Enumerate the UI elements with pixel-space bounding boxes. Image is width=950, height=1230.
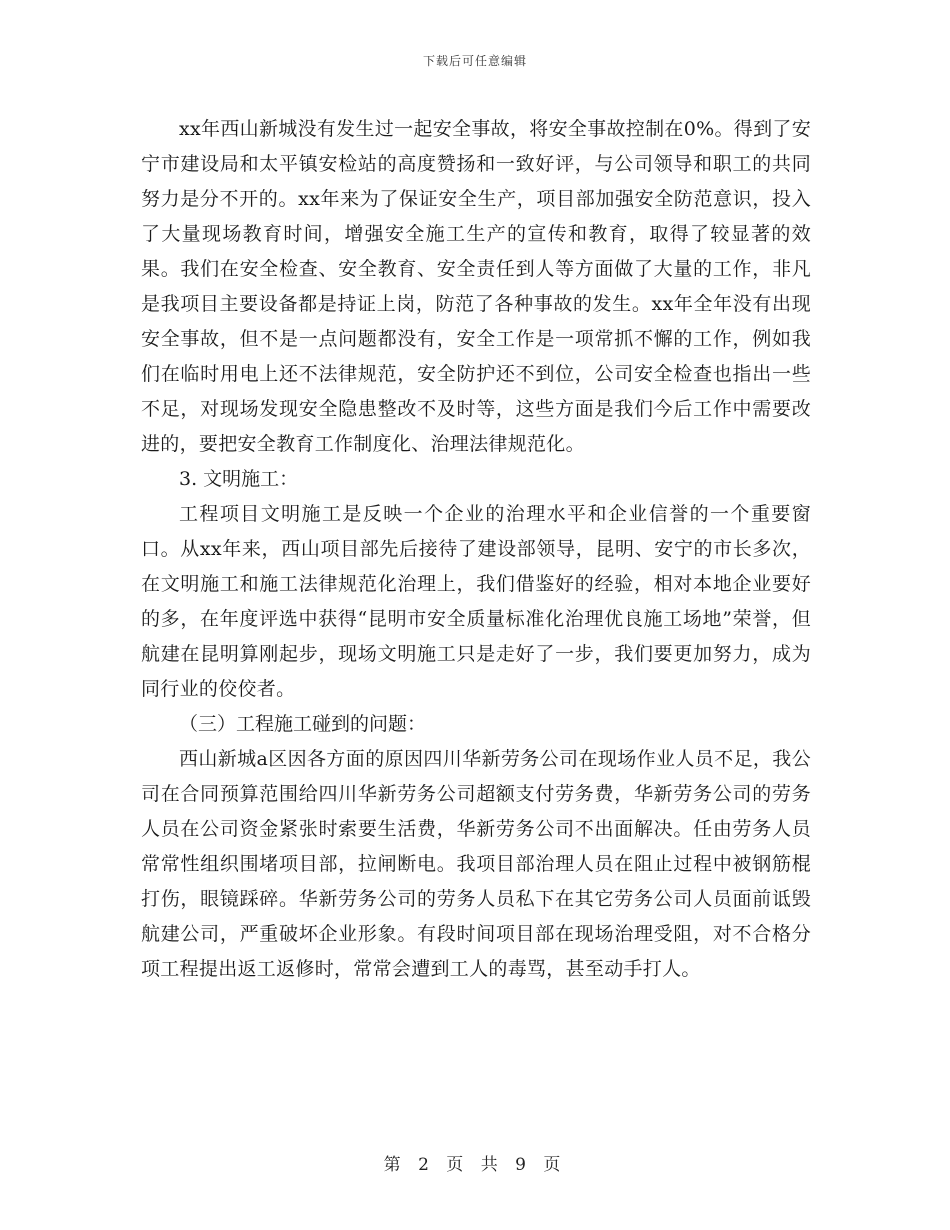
section-heading-problems: （三）工程施工碰到的问题： xyxy=(179,713,427,735)
paragraph-problems: 西山新城a区因各方面的原因四川华新劳务公司在现场作业人员不足，我公司在合同预算范围给四川华新劳务公司超额支付劳务费，华新劳务公司的劳务人员在公司资金紧张时索要生活费，华新劳务公司不出面解决。任由劳务人员常常性组织围堵项目部，拉闸断电。我项目部治理人员在阻止过程中被钢筋棍打伤，眼镜踩碎。华新劳务公司的劳务人员私下在其它劳务公司人员面前诋毁航建公司，严重破坏企业形象。有段时间项目部在现场治理受阻，对不合格分项工程提出返工返修时，常常会遭到工人的毒骂，甚至动手打人。 xyxy=(141,748,811,980)
section-heading-civilized-construction: 3. 文明施工： xyxy=(179,468,299,490)
paragraph-civilized-construction: 工程项目文明施工是反映一个企业的治理水平和企业信誉的一个重要窗口。从xx年来，西山项目部先后接待了建设部领导，昆明、安宁的市长多次，在文明施工和施工法律规范化治理上，我们借鉴好的经验，相对本地企业要好的多，在年度评选中获得“昆明市安全质量标准化治理优良施工场地”荣誉，但航建在昆明算刚起步，现场文明施工只是走好了一步，我们要更加努力，成为同行业的佼佼者。 xyxy=(141,503,811,700)
document-body xyxy=(141,112,811,987)
page-number: 第 2 页 共 9 页 xyxy=(383,1155,567,1175)
page-header: 下载后可任意编辑 xyxy=(422,54,527,68)
paragraph-safety: xx年西山新城没有发生过一起安全事故，将安全事故控制在0%。得到了安宁市建设局和太平镇安检站的高度赞扬和一致好评，与公司领导和职工的共同努力是分不开的。xx年来为了保证安全生产，项目部加强安全防范意识，投入了大量现场教育时间，增强安全施工生产的宣传和教育，取得了较显著的效果。我们在安全检查、安全教育、安全责任到人等方面做了大量的工作，非凡是我项目主要设备都是持证上岗，防范了各种事故的发生。xx年全年没有出现安全事故，但不是一点问题都没有，安全工作是一项常抓不懈的工作，例如我们在临时用电上还不法律规范，安全防护还不到位，公司安全检查也指出一些不足，对现场发现安全隐患整改不及时等，这些方面是我们今后工作中需要改进的，要把安全教育工作制度化、治理法律规范化。 xyxy=(141,118,811,455)
